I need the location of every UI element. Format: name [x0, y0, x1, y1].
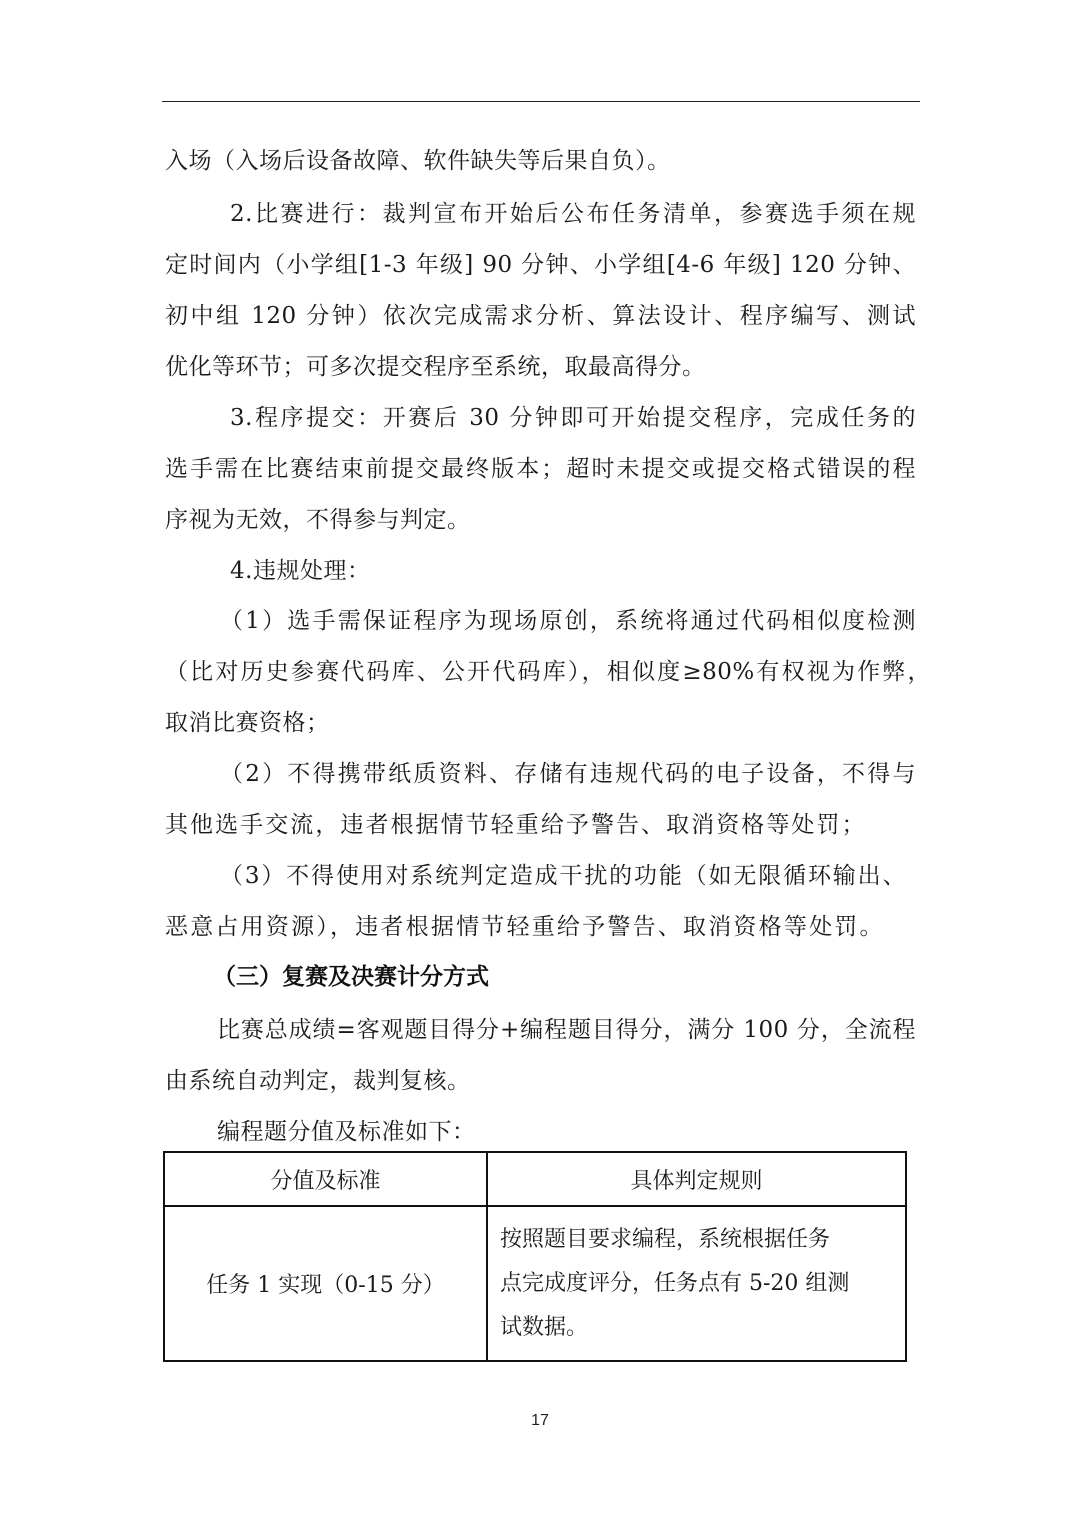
body-line: 取消比赛资格； [165, 710, 330, 736]
rule-line: 点完成度评分，任务点有 5-20 组测 [500, 1270, 850, 1296]
rule-line: 按照题目要求编程，系统根据任务 [500, 1226, 831, 1252]
body-line: 入场（入场后设备故障、软件缺失等后果自负）。 [165, 148, 671, 174]
body-line: （2）不得携带纸质资料、存储有违规代码的电子设备，不得与 [220, 761, 916, 787]
page-number: 17 [531, 1412, 549, 1429]
header-rule [162, 101, 920, 102]
body-line: 其他选手交流，违者根据情节轻重给予警告、取消资格等处罚； [165, 812, 865, 838]
body-line: 选手需在比赛结束前提交最终版本；超时未提交或提交格式错误的程 [165, 456, 916, 482]
table-header-cell: 具体判定规则 [487, 1152, 906, 1206]
body-line: 序视为无效，不得参与判定。 [165, 507, 471, 533]
rule-line: 试数据。 [500, 1314, 589, 1340]
table-header-cell: 分值及标准 [164, 1152, 487, 1206]
rule-cell [487, 1206, 906, 1361]
criterion-cell: 任务 1 实现（0-15 分） [164, 1206, 487, 1361]
body-line: 恶意占用资源），违者根据情节轻重给予警告、取消资格等处罚。 [165, 914, 883, 940]
body-line: 2.比赛进行：裁判宣布开始后公布任务清单，参赛选手须在规 [230, 201, 916, 227]
section-heading: （三）复赛及决赛计分方式 [213, 964, 489, 990]
body-line: （3）不得使用对系统判定造成干扰的功能（如无限循环输出、 [220, 863, 906, 889]
body-line: 优化等环节；可多次提交程序至系统，取最高得分。 [165, 354, 706, 380]
table-header-row [164, 1152, 906, 1206]
body-line: （1）选手需保证程序为现场原创，系统将通过代码相似度检测 [220, 608, 916, 634]
body-line: 4.违规处理： [230, 558, 371, 584]
body-line: 定时间内（小学组[1-3 年级] 90 分钟、小学组[4-6 年级] 120 分钟、 [165, 252, 916, 278]
body-line: 3.程序提交：开赛后 30 分钟即可开始提交程序，完成任务的 [230, 405, 916, 431]
body-line: （比对历史参赛代码库、公开代码库），相似度≥80%有权视为作弊， [165, 659, 931, 685]
table-row [164, 1206, 906, 1361]
score-line: 编程题分值及标准如下： [217, 1119, 476, 1145]
body-line: 初中组 120 分钟）依次完成需求分析、算法设计、程序编写、测试 [165, 303, 916, 329]
score-line: 比赛总成绩=客观题目得分+编程题目得分，满分 100 分，全流程 [217, 1017, 916, 1043]
scoring-table [163, 1151, 907, 1362]
score-line: 由系统自动判定，裁判复核。 [165, 1068, 471, 1094]
